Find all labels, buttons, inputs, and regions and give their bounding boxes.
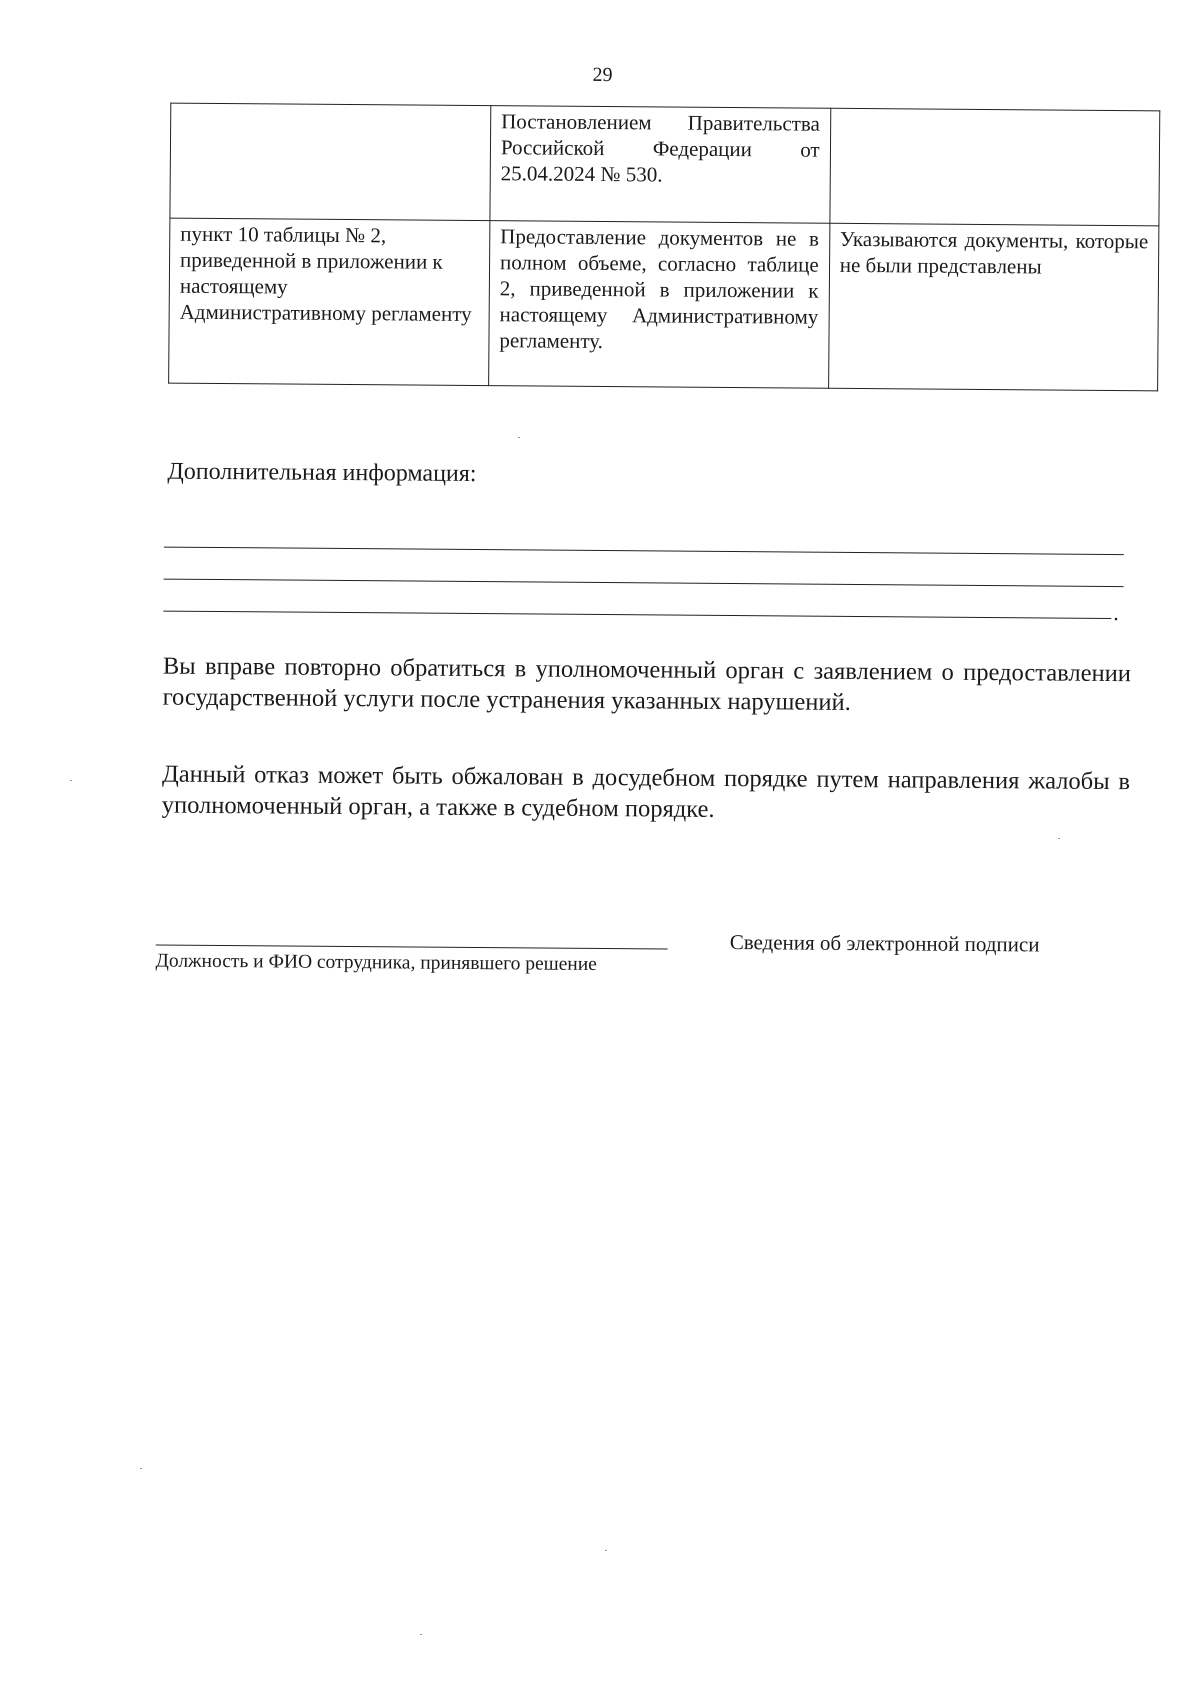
page-number: 29 [592,63,613,87]
line-end-period: . [1113,600,1119,626]
fill-in-line [164,547,1124,556]
signature-line [156,945,668,950]
scan-speck [420,1634,422,1635]
signature-caption: Должность и ФИО сотрудника, принявшего решение [155,950,597,975]
table-cell-reference [170,103,491,221]
scan-speck [140,1468,142,1469]
table-row [169,218,1159,391]
table-row [170,103,1160,226]
table-cell-reason: Предоставление документов не в полном объеме, согласно таблице 2, приведенной в приложении к настоящему Административному регламенту. [489,221,830,389]
scan-speck [605,1550,607,1551]
appeal-paragraph: Данный отказ может быть обжалован в досудебном порядке путем направления жалобы в уполномоченный орган, а также в судебном порядке. [161,760,1131,823]
table-cell-explanation [830,108,1160,226]
electronic-signature-label: Сведения об электронной подписи [729,930,1040,957]
table-cell-reference: пункт 10 таблицы № 2, приведенной в приложении к настоящему Административному регламенту [169,218,490,386]
scan-speck [70,780,72,781]
table-cell-reason: Постановлением Правительства Российской Федерации от 25.04.2024 № 530. [490,106,831,224]
fill-in-line [163,611,1111,619]
reapply-paragraph: Вы вправе повторно обратиться в уполномоченный орган с заявлением о предоставлении государственной услуги после устранения указанных нарушений. [162,652,1131,716]
fill-in-line [164,579,1124,588]
table-cell-explanation: Указываются документы, которые не были представлены [828,223,1159,391]
additional-info-label: Дополнительная информация: [167,458,477,488]
scan-speck [1058,838,1060,839]
scan-speck [518,437,520,438]
grounds-table [168,103,1160,392]
